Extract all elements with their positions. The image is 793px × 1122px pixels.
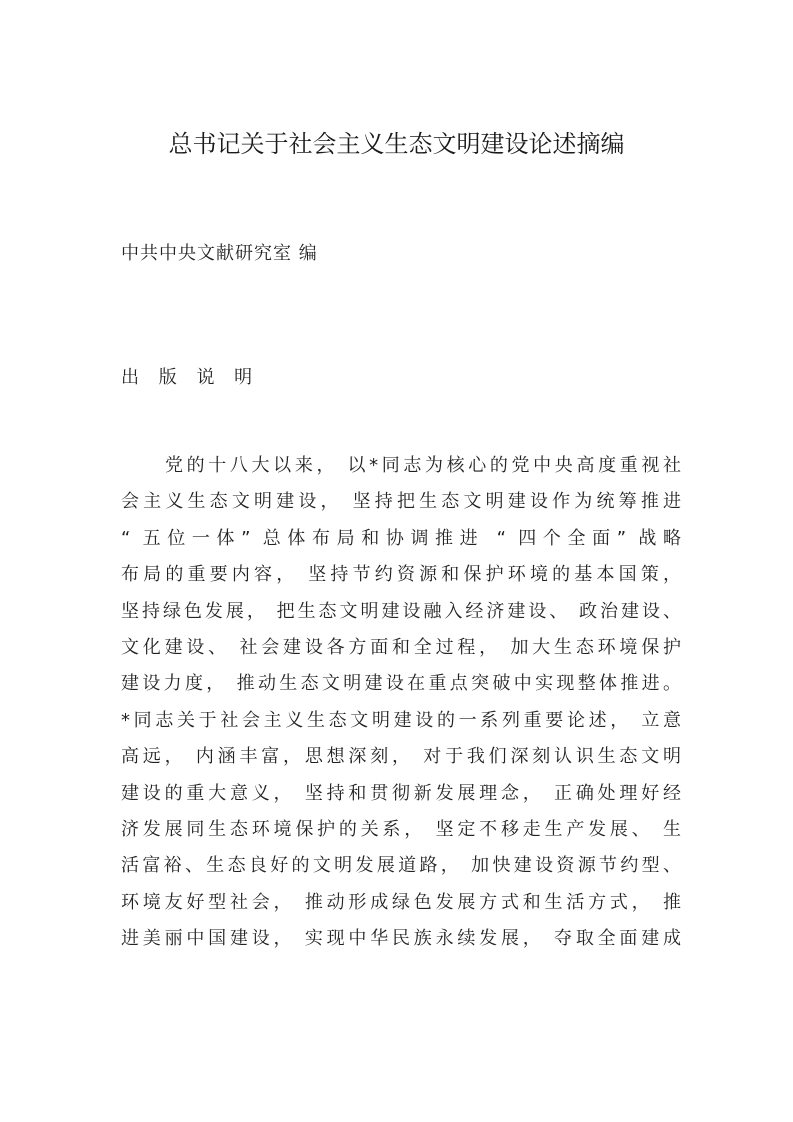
paragraph-line: 建设的重大意义， 坚持和贯彻新发展理念， 正确处理好经 [121, 782, 681, 804]
paragraph-line: 布局的重要内容， 坚持节约资源和保护环境的基本国策， [121, 564, 681, 586]
paragraph-line: 济发展同生态环境保护的关系， 坚定不移走生产发展、 生 [121, 818, 681, 840]
document-title: 总书记关于社会主义生态文明建设论述摘编 [168, 130, 625, 158]
paragraph-line: 建设力度， 推动生态文明建设在重点突破中实现整体推进。 [121, 673, 681, 695]
paragraph-line: “ 五位一体” 总体布局和协调推进 “ 四个全面” 战略 [121, 527, 681, 549]
paragraph-line: 高远， 内涵丰富，思想深刻， 对于我们深刻认识生态文明 [121, 746, 681, 768]
editor-credit: 中共中央文献研究室 编 [121, 243, 318, 264]
paragraph-line: 活富裕、生态良好的文明发展道路， 加快建设资源节约型、 [121, 855, 681, 877]
body-paragraph [121, 448, 681, 957]
paragraph-line: *同志关于社会主义生态文明建设的一系列重要论述， 立意 [121, 709, 681, 731]
paragraph-line: 党的十八大以来， 以*同志为核心的党中央高度重视社 [165, 455, 681, 476]
section-heading-publication-note: 出 版 说 明 [121, 367, 260, 388]
paragraph-line: 进美丽中国建设， 实现中华民族永续发展， 夺取全面建成 [121, 928, 681, 950]
paragraph-line: 坚持绿色发展， 把生态文明建设融入经济建设、 政治建设、 [121, 600, 681, 622]
paragraph-line: 环境友好型社会， 推动形成绿色发展方式和生活方式， 推 [121, 891, 681, 913]
paragraph-line: 文化建设、 社会建设各方面和全过程， 加大生态环境保护 [121, 636, 681, 658]
paragraph-line: 会主义生态文明建设， 坚持把生态文明建设作为统筹推进 [121, 491, 681, 513]
